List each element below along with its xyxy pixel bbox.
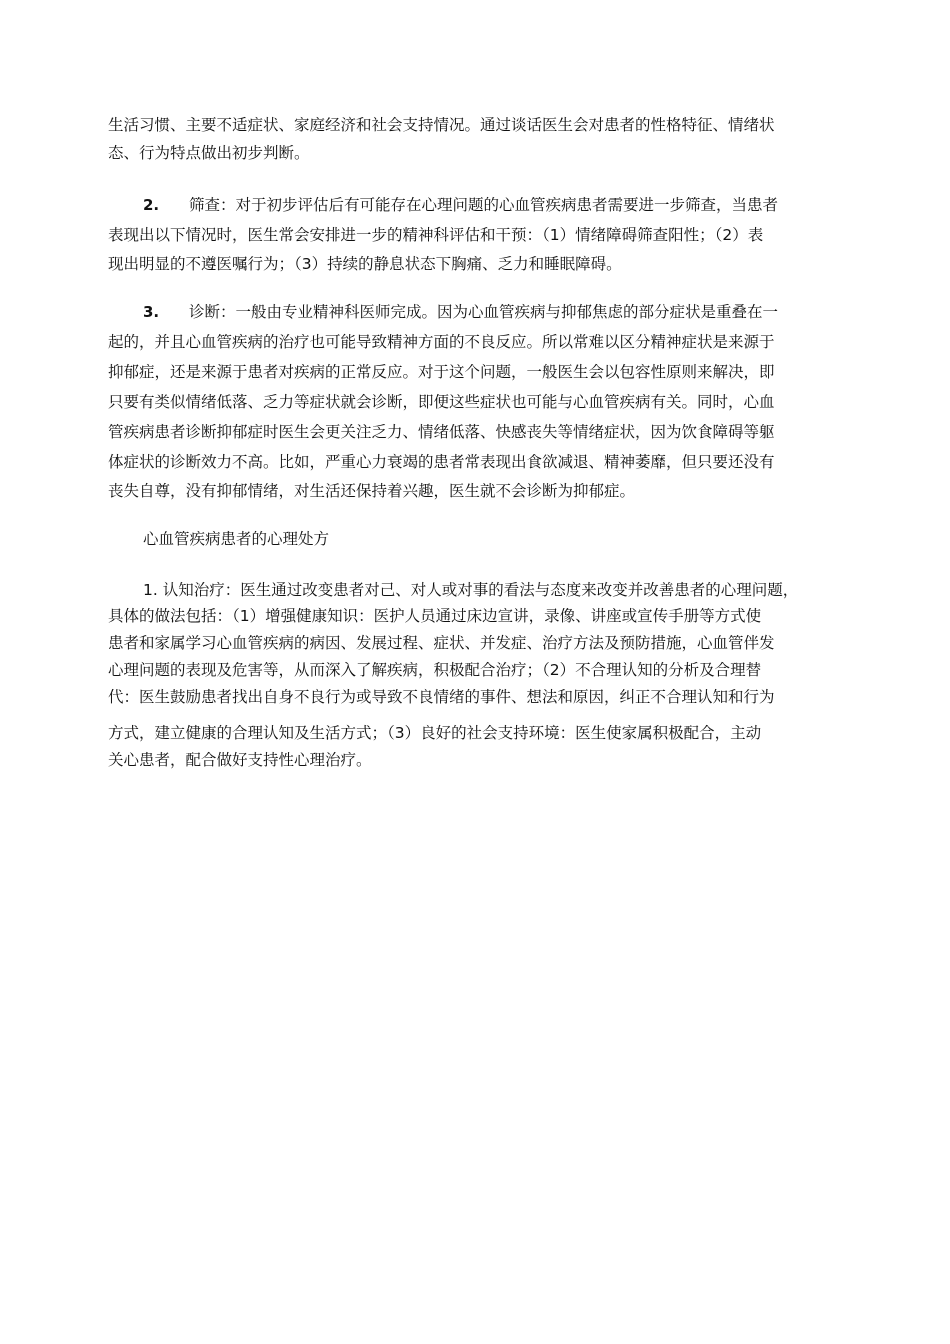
item-3-line: 丧失自尊，没有抑郁情绪，对生活还保持着兴趣，医生就不会诊断为抑郁症。 xyxy=(108,482,636,500)
item-3-line: 抑郁症，还是来源于患者对疾病的正常反应。对于这个问题，一般医生会以包容性原则来解决，即 xyxy=(108,363,775,381)
item-3-line: 管疾病患者诊断抑郁症时医生会更关注乏力、情绪低落、快感丧失等情绪症状，因为饮食障碍等躯 xyxy=(108,423,775,441)
intro-line: 生活习惯、主要不适症状、家庭经济和社会支持情况。通过谈话医生会对患者的性格特征、情绪状 xyxy=(108,116,775,134)
item-2-number: 2. xyxy=(143,196,160,214)
item-3-line: 起的，并且心血管疾病的治疗也可能导致精神方面的不良反应。所以常难以区分精神症状是来源于 xyxy=(108,333,775,351)
therapy-line: 关心患者，配合做好支持性心理治疗。 xyxy=(108,751,372,769)
section-heading: 心血管疾病患者的心理处方 xyxy=(143,530,330,548)
item-2-line: 表现出以下情况时，医生常会安排进一步的精神科评估和干预：（1）情绪障碍筛查阳性；（2）表 xyxy=(108,226,764,244)
therapy-line: 1. 认知治疗：医生通过改变患者对己、对人或对事的看法与态度来改变并改善患者的心理问题， xyxy=(143,581,799,599)
therapy-line: 代：医生鼓励患者找出自身不良行为或导致不良情绪的事件、想法和原因，纠正不合理认知和行为 xyxy=(108,688,775,706)
item-2-line: 现出明显的不遵医嘱行为；（3）持续的静息状态下胸痛、乏力和睡眠障碍。 xyxy=(108,255,622,273)
item-3-number: 3. xyxy=(143,303,160,321)
item-3-line: 体症状的诊断效力不高。比如，严重心力衰竭的患者常表现出食欲减退、精神萎靡，但只要还没有 xyxy=(108,453,775,471)
item-3-line: 诊断：一般由专业精神科医师完成。因为心血管疾病与抑郁焦虑的部分症状是重叠在一 xyxy=(189,303,779,321)
therapy-line: 患者和家属学习心血管疾病的病因、发展过程、症状、并发症、治疗方法及预防措施，心血管伴发 xyxy=(108,634,775,652)
therapy-line: 心理问题的表现及危害等，从而深入了解疾病，积极配合治疗；（2）不合理认知的分析及合理替 xyxy=(108,661,762,679)
therapy-line: 方式，建立健康的合理认知及生活方式；（3）良好的社会支持环境：医生使家属积极配合，主动 xyxy=(108,724,762,742)
therapy-line: 具体的做法包括：（1）增强健康知识：医护人员通过床边宣讲，录像、讲座或宣传手册等方式使 xyxy=(108,607,762,625)
item-2-line: 筛查：对于初步评估后有可能存在心理问题的心血管疾病患者需要进一步筛查，当患者 xyxy=(189,196,779,214)
item-3-line: 只要有类似情绪低落、乏力等症状就会诊断，即便这些症状也可能与心血管疾病有关。同时，心血 xyxy=(108,393,775,411)
intro-line: 态、行为特点做出初步判断。 xyxy=(108,144,310,162)
